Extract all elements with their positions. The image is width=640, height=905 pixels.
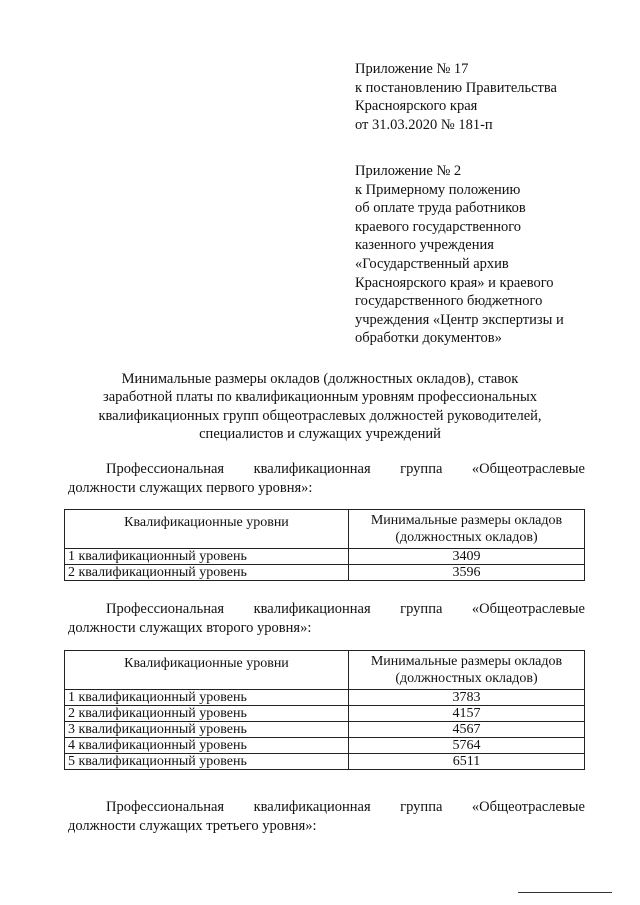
group-line: должности служащих второго уровня»: xyxy=(68,620,312,636)
group-word: группа xyxy=(400,601,443,617)
salary-cell: 6511 xyxy=(349,754,585,770)
group-word: группа xyxy=(400,799,443,815)
group-word: квалификационная xyxy=(253,601,371,617)
appendix-2-header xyxy=(355,162,615,348)
table-row xyxy=(65,722,585,738)
level-cell: 3 квалификационный уровень xyxy=(65,722,349,738)
header-line: Минимальные размеры окладов xyxy=(370,513,563,528)
table-row xyxy=(65,738,585,754)
title-line: квалификационных групп общеотраслевых должностей руководителей, xyxy=(98,407,542,424)
table-header-row xyxy=(65,651,585,690)
group-word: Профессиональная xyxy=(106,799,225,815)
appendix-line: учреждения «Центр экспертизы и xyxy=(355,311,564,328)
group-word: «Общеотраслевые xyxy=(471,799,585,815)
group-word: «Общеотраслевые xyxy=(471,461,585,477)
appendix-line: к постановлению Правительства xyxy=(355,79,557,96)
table-row xyxy=(65,754,585,770)
header-line: Минимальные размеры окладов xyxy=(370,654,563,669)
level-cell: 2 квалификационный уровень xyxy=(65,565,349,581)
appendix-line: Приложение № 2 xyxy=(355,163,462,179)
header-qualification-levels: Квалификационные уровни xyxy=(65,651,349,690)
title-line: Минимальные размеры окладов (должностных окладов), ставок xyxy=(121,371,519,387)
table-row xyxy=(65,690,585,706)
table-row xyxy=(65,549,585,565)
appendix-line: Приложение № 17 xyxy=(355,61,469,77)
salary-cell: 4567 xyxy=(349,722,585,738)
salary-cell: 3409 xyxy=(349,549,585,565)
salary-table-first-level xyxy=(64,509,585,581)
header-line: (должностных окладов) xyxy=(395,671,538,686)
appendix-line: к Примерному положению xyxy=(355,181,521,198)
level-cell: 1 квалификационный уровень xyxy=(65,549,349,565)
group-word: группа xyxy=(400,461,443,477)
group-line: должности служащих первого уровня»: xyxy=(68,480,313,496)
appendix-line: государственного бюджетного xyxy=(355,293,543,310)
appendix-line: казенного учреждения xyxy=(355,237,494,254)
group-heading-second-level xyxy=(68,600,585,638)
salary-table-second-level xyxy=(64,650,585,770)
appendix-line: обработки документов» xyxy=(355,330,502,347)
group-word: квалификационная xyxy=(253,799,371,815)
group-word: «Общеотраслевые xyxy=(471,601,585,617)
level-cell: 2 квалификационный уровень xyxy=(65,706,349,722)
appendix-line: об оплате труда работников xyxy=(355,200,526,217)
salary-cell: 5764 xyxy=(349,738,585,754)
header-qualification-levels: Квалификационные уровни xyxy=(65,510,349,549)
title-line: заработной платы по квалификационным уровням профессиональных xyxy=(102,389,537,406)
scan-mark-line xyxy=(518,892,612,893)
header-line: (должностных окладов) xyxy=(395,530,538,545)
table-row xyxy=(65,706,585,722)
level-cell: 1 квалификационный уровень xyxy=(65,690,349,706)
group-word: Профессиональная xyxy=(106,601,225,617)
group-word: Профессиональная xyxy=(106,461,225,477)
appendix-line: Красноярского края» и краевого xyxy=(355,274,554,291)
appendix-line: «Государственный архив xyxy=(355,255,509,272)
appendix-line: от 31.03.2020 № 181-п xyxy=(355,116,493,133)
title-line: специалистов и служащих учреждений xyxy=(199,426,441,443)
group-heading-third-level xyxy=(68,798,585,836)
table-row xyxy=(65,565,585,581)
salary-cell: 3596 xyxy=(349,565,585,581)
appendix-line: Красноярского края xyxy=(355,98,478,115)
table-header-row xyxy=(65,510,585,549)
header-minimum-salary xyxy=(349,651,585,690)
group-heading-first-level xyxy=(68,460,585,498)
level-cell: 5 квалификационный уровень xyxy=(65,754,349,770)
header-minimum-salary xyxy=(349,510,585,549)
group-word: квалификационная xyxy=(253,461,371,477)
document-title xyxy=(60,370,580,444)
appendix-17-header xyxy=(355,60,615,134)
salary-cell: 3783 xyxy=(349,690,585,706)
salary-cell: 4157 xyxy=(349,706,585,722)
group-line: должности служащих третьего уровня»: xyxy=(68,818,317,834)
appendix-line: краевого государственного xyxy=(355,218,522,235)
level-cell: 4 квалификационный уровень xyxy=(65,738,349,754)
